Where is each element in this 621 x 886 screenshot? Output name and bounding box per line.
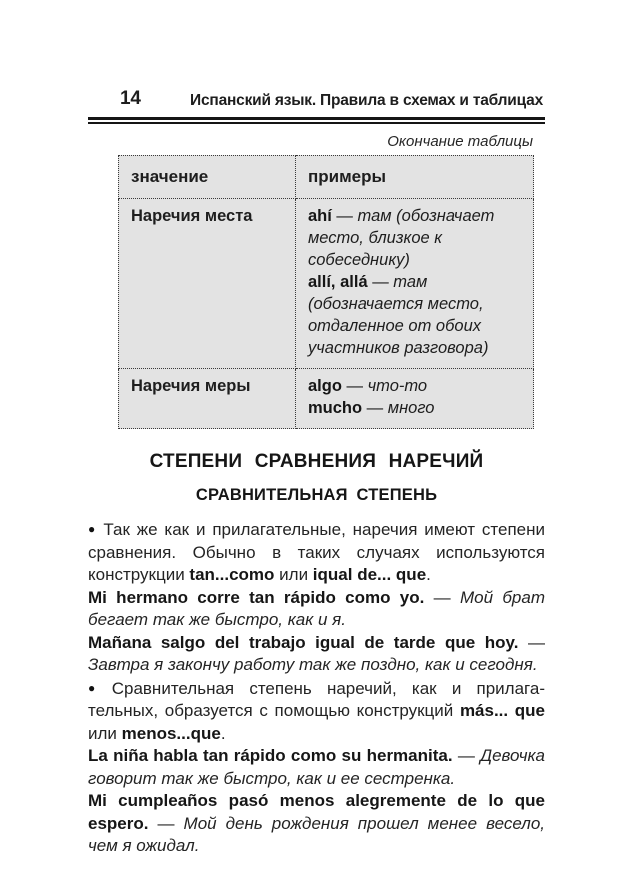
text-run: . — [426, 565, 431, 584]
text-run: más... que — [459, 701, 546, 720]
table-header-row — [119, 156, 534, 199]
text-run: Так же как и прилагательные, наречия имеют степени сравнения. Обычно в таких случаях используются конструкции — [88, 520, 545, 584]
page-number: 14 — [120, 88, 141, 109]
examples-cell — [296, 369, 534, 429]
text-run: Mañana salgo del trabajo igual de tarde que hoy. — [88, 632, 519, 652]
text-run: Девочка говорит так же быстро, как и ее сестренка. — [88, 746, 545, 788]
table-row — [119, 369, 534, 429]
bullet-icon: ● — [88, 522, 98, 536]
meaning-cell: Наречия меры — [119, 369, 296, 429]
bullet-paragraph — [88, 518, 545, 587]
page-content — [88, 88, 545, 858]
paragraph — [88, 587, 545, 632]
text-run: или — [274, 565, 313, 584]
section-heading: СТЕПЕНИ СРАВНЕНИЯ НАРЕЧИЙ — [149, 451, 484, 472]
text-run: — — [452, 746, 481, 765]
text-run: Завтра я закончу работу так же поздно, как и сегодня. — [88, 655, 538, 674]
text-run: allí, allá — [308, 273, 368, 291]
text-run: menos...que — [121, 723, 221, 743]
example-entry — [308, 271, 521, 359]
text-run: или — [88, 723, 122, 743]
text-run: много — [387, 399, 435, 417]
text-run: tan...como — [189, 565, 275, 584]
text-run: там (обозначает место, близкое к собеседнику) — [308, 207, 495, 269]
text-run: mucho — [308, 399, 363, 417]
table-caption: Окончание таблицы — [387, 133, 533, 150]
subsection-heading: СРАВНИТЕЛЬНАЯ СТЕПЕНЬ — [195, 486, 438, 504]
text-run: Мой день рождения прошел менее весело, чем я ожидал. — [88, 813, 546, 855]
text-run: Сравнительная степень наречий, как и прилагательных, образуется с помощью конструкций — [88, 678, 545, 720]
example-entry — [308, 375, 521, 397]
meaning-cell: Наречия места — [119, 199, 296, 369]
text-run: — — [518, 632, 545, 652]
bullet-icon: ● — [88, 680, 106, 695]
page-header — [88, 88, 545, 117]
paragraph — [88, 745, 545, 790]
text-run: что-то — [367, 377, 428, 395]
text-run: — — [331, 207, 358, 225]
text-run: La niña habla tan rápido como su hermanita. — [88, 746, 453, 765]
body-text — [88, 518, 545, 858]
paragraph — [88, 790, 545, 858]
text-run: — — [148, 813, 184, 833]
text-run: — — [362, 399, 388, 417]
text-run: — — [424, 587, 460, 607]
text-run: — — [341, 377, 368, 395]
table-row — [119, 199, 534, 369]
text-run: Мой брат бегает так же быстро, как и я. — [88, 587, 545, 629]
examples-cell — [296, 199, 534, 369]
text-run: algo — [308, 377, 342, 395]
column-header-meaning: значение — [119, 156, 296, 199]
text-run: — — [367, 273, 394, 291]
text-run: там (обозначается место, отдаленное от обоих участников разговора) — [308, 273, 489, 357]
text-run: ahí — [308, 207, 332, 225]
text-run: iqual de... que — [312, 565, 427, 584]
example-entry — [308, 397, 521, 419]
text-run: Mi cumpleaños pasó menos alegremente de lo que espero. — [88, 791, 545, 833]
example-entry — [308, 205, 521, 271]
text-run: Mi hermano corre tan rápido como yo. — [88, 587, 425, 607]
text-run: . — [220, 723, 226, 743]
book-title: Испанский язык. Правила в схемах и таблицах — [190, 92, 543, 109]
header-rule — [88, 117, 545, 124]
adverbs-table — [118, 155, 534, 429]
column-header-examples: примеры — [296, 156, 534, 199]
bullet-paragraph — [88, 677, 545, 746]
paragraph — [88, 632, 545, 677]
